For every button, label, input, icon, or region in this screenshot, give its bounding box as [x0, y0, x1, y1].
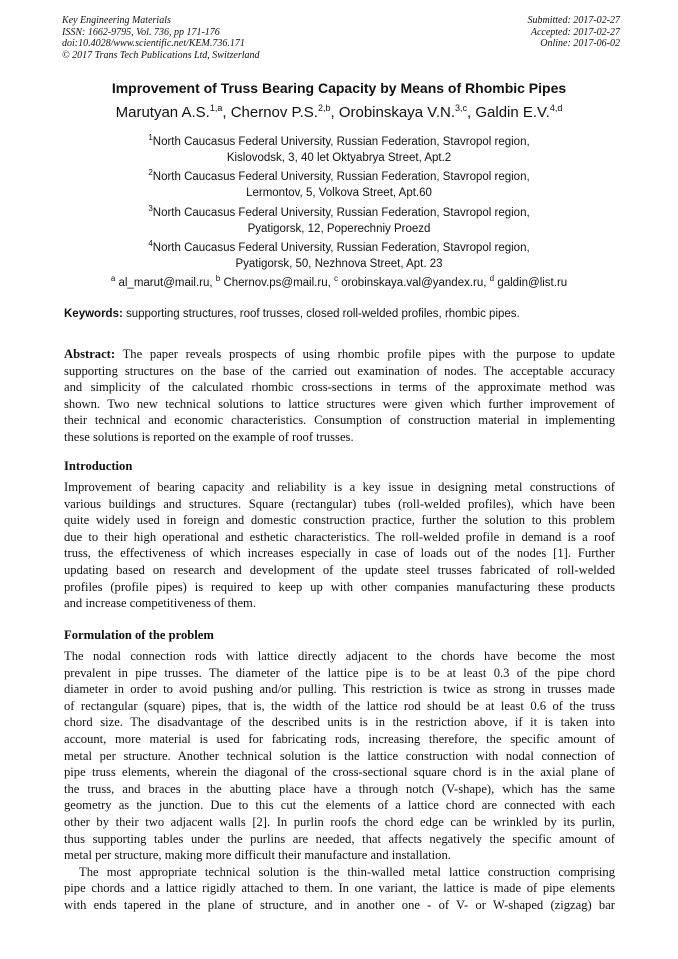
abstract-line: The paper reveals prospects of using rhombic profile pipes with the purpose to update — [122, 347, 616, 361]
email: al_marut@mail.ru — [118, 276, 210, 289]
abstract-label: Abstract: — [64, 347, 116, 361]
body-line: metal per structure, making more difficult their manufacture and installation. — [64, 848, 451, 863]
author: Galdin E.V. — [475, 104, 550, 121]
email: galdin@list.ru — [497, 276, 568, 289]
author: Orobinskaya V.N. — [338, 104, 455, 121]
body-line: with ends tapered in the plane of structure, and in another one - of V- or W-shaped (zigzag) bar — [64, 897, 615, 912]
journal-name: Key Engineering Materials — [62, 15, 171, 26]
body-line: The nodal connection rods with lattice directly adjacent to the chords have become the most — [64, 649, 615, 663]
paper-title: Improvement of Truss Bearing Capacity by Means of Rhombic Pipes — [111, 80, 567, 96]
doi: doi:10.4028/www.scientific.net/KEM.736.171 — [62, 38, 245, 49]
body-line: various buildings and structures. Square (rectangular) tubes (roll-welded profiles), which have been — [64, 496, 615, 511]
body-line: other by their two adjacent walls [2]. In purlin roofs the chord edge can be wrinkled by its purlin, — [64, 814, 615, 829]
body-line: account, more material is used for fabricating rods, increasing therefore, the specific amount of — [64, 731, 615, 746]
affiliation-num: 2 — [148, 168, 153, 177]
section-heading: Introduction — [64, 459, 133, 473]
body-line: due to their high operational and esthetic characteristics. The roll-welded profile in demand is a roof — [64, 529, 615, 544]
body-line: pipe chords and a lattice rigidly attached to them. In one variant, the lattice is made of pipe elements — [64, 881, 615, 896]
abstract-line: these solutions is reported on the example of roof trusses. — [64, 429, 354, 444]
body-line: diameter in order to avoid pushing and/or pulling. This restriction is twice as strong in trusses made — [64, 682, 615, 697]
body-line: prevalent in pipe trusses. The diameter of the lattice pipe is to be at least 0.3 of the pipe chord — [64, 665, 615, 680]
author: Chernov P.S. — [230, 104, 318, 121]
affiliation-num: 4 — [148, 239, 153, 248]
keywords — [64, 308, 624, 320]
body-line: thus supporting tables under the purlins are needed, that affects negatively the specific amount of — [64, 831, 615, 846]
introduction-text — [64, 479, 615, 612]
abstract-line: shown. Two new technical solutions to lattice structures were given which further improvement of — [64, 396, 615, 411]
section-heading: Formulation of the problem — [64, 628, 214, 642]
email: orobinskaya.val@yandex.ru — [341, 276, 484, 289]
body-line: chord size. The disadvantage of the described units is in the restriction above, if it is taken into — [64, 715, 615, 730]
affiliation-line: North Caucasus Federal University, Russian Federation, Stavropol region, — [152, 241, 530, 254]
affiliation — [90, 201, 588, 238]
submitted-date: Submitted: 2017-02-27 — [527, 15, 620, 26]
body-line: the truss, and braces in the abutting place have a through notch (V-shape), which has the same — [64, 781, 615, 796]
affiliation-num: 3 — [148, 204, 153, 213]
copyright: © 2017 Trans Tech Publications Ltd, Switzerland — [62, 49, 260, 61]
keywords-label: Keywords: — [64, 308, 123, 320]
affiliation-line: North Caucasus Federal University, Russian Federation, Stavropol region, — [152, 170, 530, 183]
affiliation-num: 1 — [148, 133, 153, 142]
affiliation-line: Pyatigorsk, 12, Poperechniy Proezd — [247, 223, 431, 236]
formulation-text — [64, 648, 615, 914]
abstract-line: and simplicity of the calculated rhombic cross-sections in terms of the approximate method was — [64, 380, 615, 395]
online-date: Online: 2017-06-02 — [540, 38, 620, 49]
email-sup: c — [333, 274, 338, 283]
dates-info — [528, 15, 621, 50]
affiliation-line: Lermontov, 5, Volkova Street, Apt.60 — [246, 187, 432, 200]
abstract-line: supporting structures on the base of the carried out examination of nodes. The acceptable accuracy — [64, 363, 615, 378]
affiliation-line: Kislovodsk, 3, 40 let Oktyabrya Street, Apt.2 — [226, 152, 452, 165]
author: Marutyan A.S. — [115, 104, 210, 121]
body-line: updating based on research and development of the update steel trusses fabricated of roll-welded — [64, 562, 615, 577]
accepted-date: Accepted: 2017-02-27 — [530, 26, 620, 38]
author-sup: 4,d — [549, 103, 563, 113]
body-line: quite widely used in foreign and domestic construction practice, further the solution to this problem — [64, 513, 615, 528]
affiliation-line: Pyatigorsk, 50, Nezhnova Street, Apt. 23 — [235, 258, 443, 271]
affiliation — [90, 236, 588, 273]
email-sup: b — [215, 274, 221, 283]
author-list: Marutyan A.S.$^{1,a}$, Chernov P.S.$^{2,b}$, Orobinskaya V.N.$^{3,c}$, Galdin E.V.$^{4,d}$ — [115, 103, 563, 121]
email-sup: d — [489, 274, 495, 283]
abstract-line: their technical and economic characteristics. Consumption of construction material in implementing — [64, 413, 615, 428]
affiliation-line: North Caucasus Federal University, Russian Federation, Stavropol region, — [152, 206, 530, 219]
affiliation-line: North Caucasus Federal University, Russian Federation, Stavropol region, — [152, 135, 530, 148]
body-line: geometry as the junction. Due to this cut the elements of a lattice chord are connected with each — [64, 798, 615, 813]
email: Chernov.ps@mail.ru — [223, 276, 328, 289]
body-line: pipe truss elements, wherein the diagonal of the cross-sectional square chord is in the axial plane of — [64, 765, 615, 780]
email-sup: a — [110, 274, 116, 283]
body-line: of rectangular (square) pipes, that is, the width of the lattice rod should be at least 0.6 of the truss — [64, 698, 615, 713]
issn: ISSN: 1662-9795, Vol. 736, pp 171-176 — [62, 26, 220, 38]
journal-info — [62, 15, 260, 61]
body-line: The most appropriate technical solution is the thin-walled metal lattice construction comprising — [79, 864, 615, 879]
keywords-text: supporting structures, roof trusses, closed roll-welded profiles, rhombic pipes. — [126, 308, 520, 320]
body-line: Improvement of bearing capacity and reliability is a key issue in designing metal constructions of — [64, 480, 615, 494]
abstract — [64, 346, 615, 446]
affiliation — [90, 130, 588, 167]
author-sup: 3,c — [455, 103, 468, 113]
email-list: $^a$ al_marut@mail.ru, $^b$ Chernov.ps@mail.ru, $^c$ orobinskaya.val@yandex.ru, $^d$ galdin@list.ru — [110, 274, 568, 289]
affiliation — [90, 165, 588, 202]
author-sup: 2,b — [317, 103, 331, 113]
body-line: truss, the effectiveness of which increases especially in case of loads out of the nodes [1]. Further — [64, 546, 615, 561]
body-line: metal per structure. Another technical solution is the lattice construction with nodal connection of — [64, 748, 615, 763]
body-line: profiles (profile pipes) is required to keep up with other companies manufacturing these products — [64, 579, 615, 594]
body-line: and increase competitiveness of them. — [64, 596, 256, 611]
author-sup: 1,a — [209, 103, 223, 113]
